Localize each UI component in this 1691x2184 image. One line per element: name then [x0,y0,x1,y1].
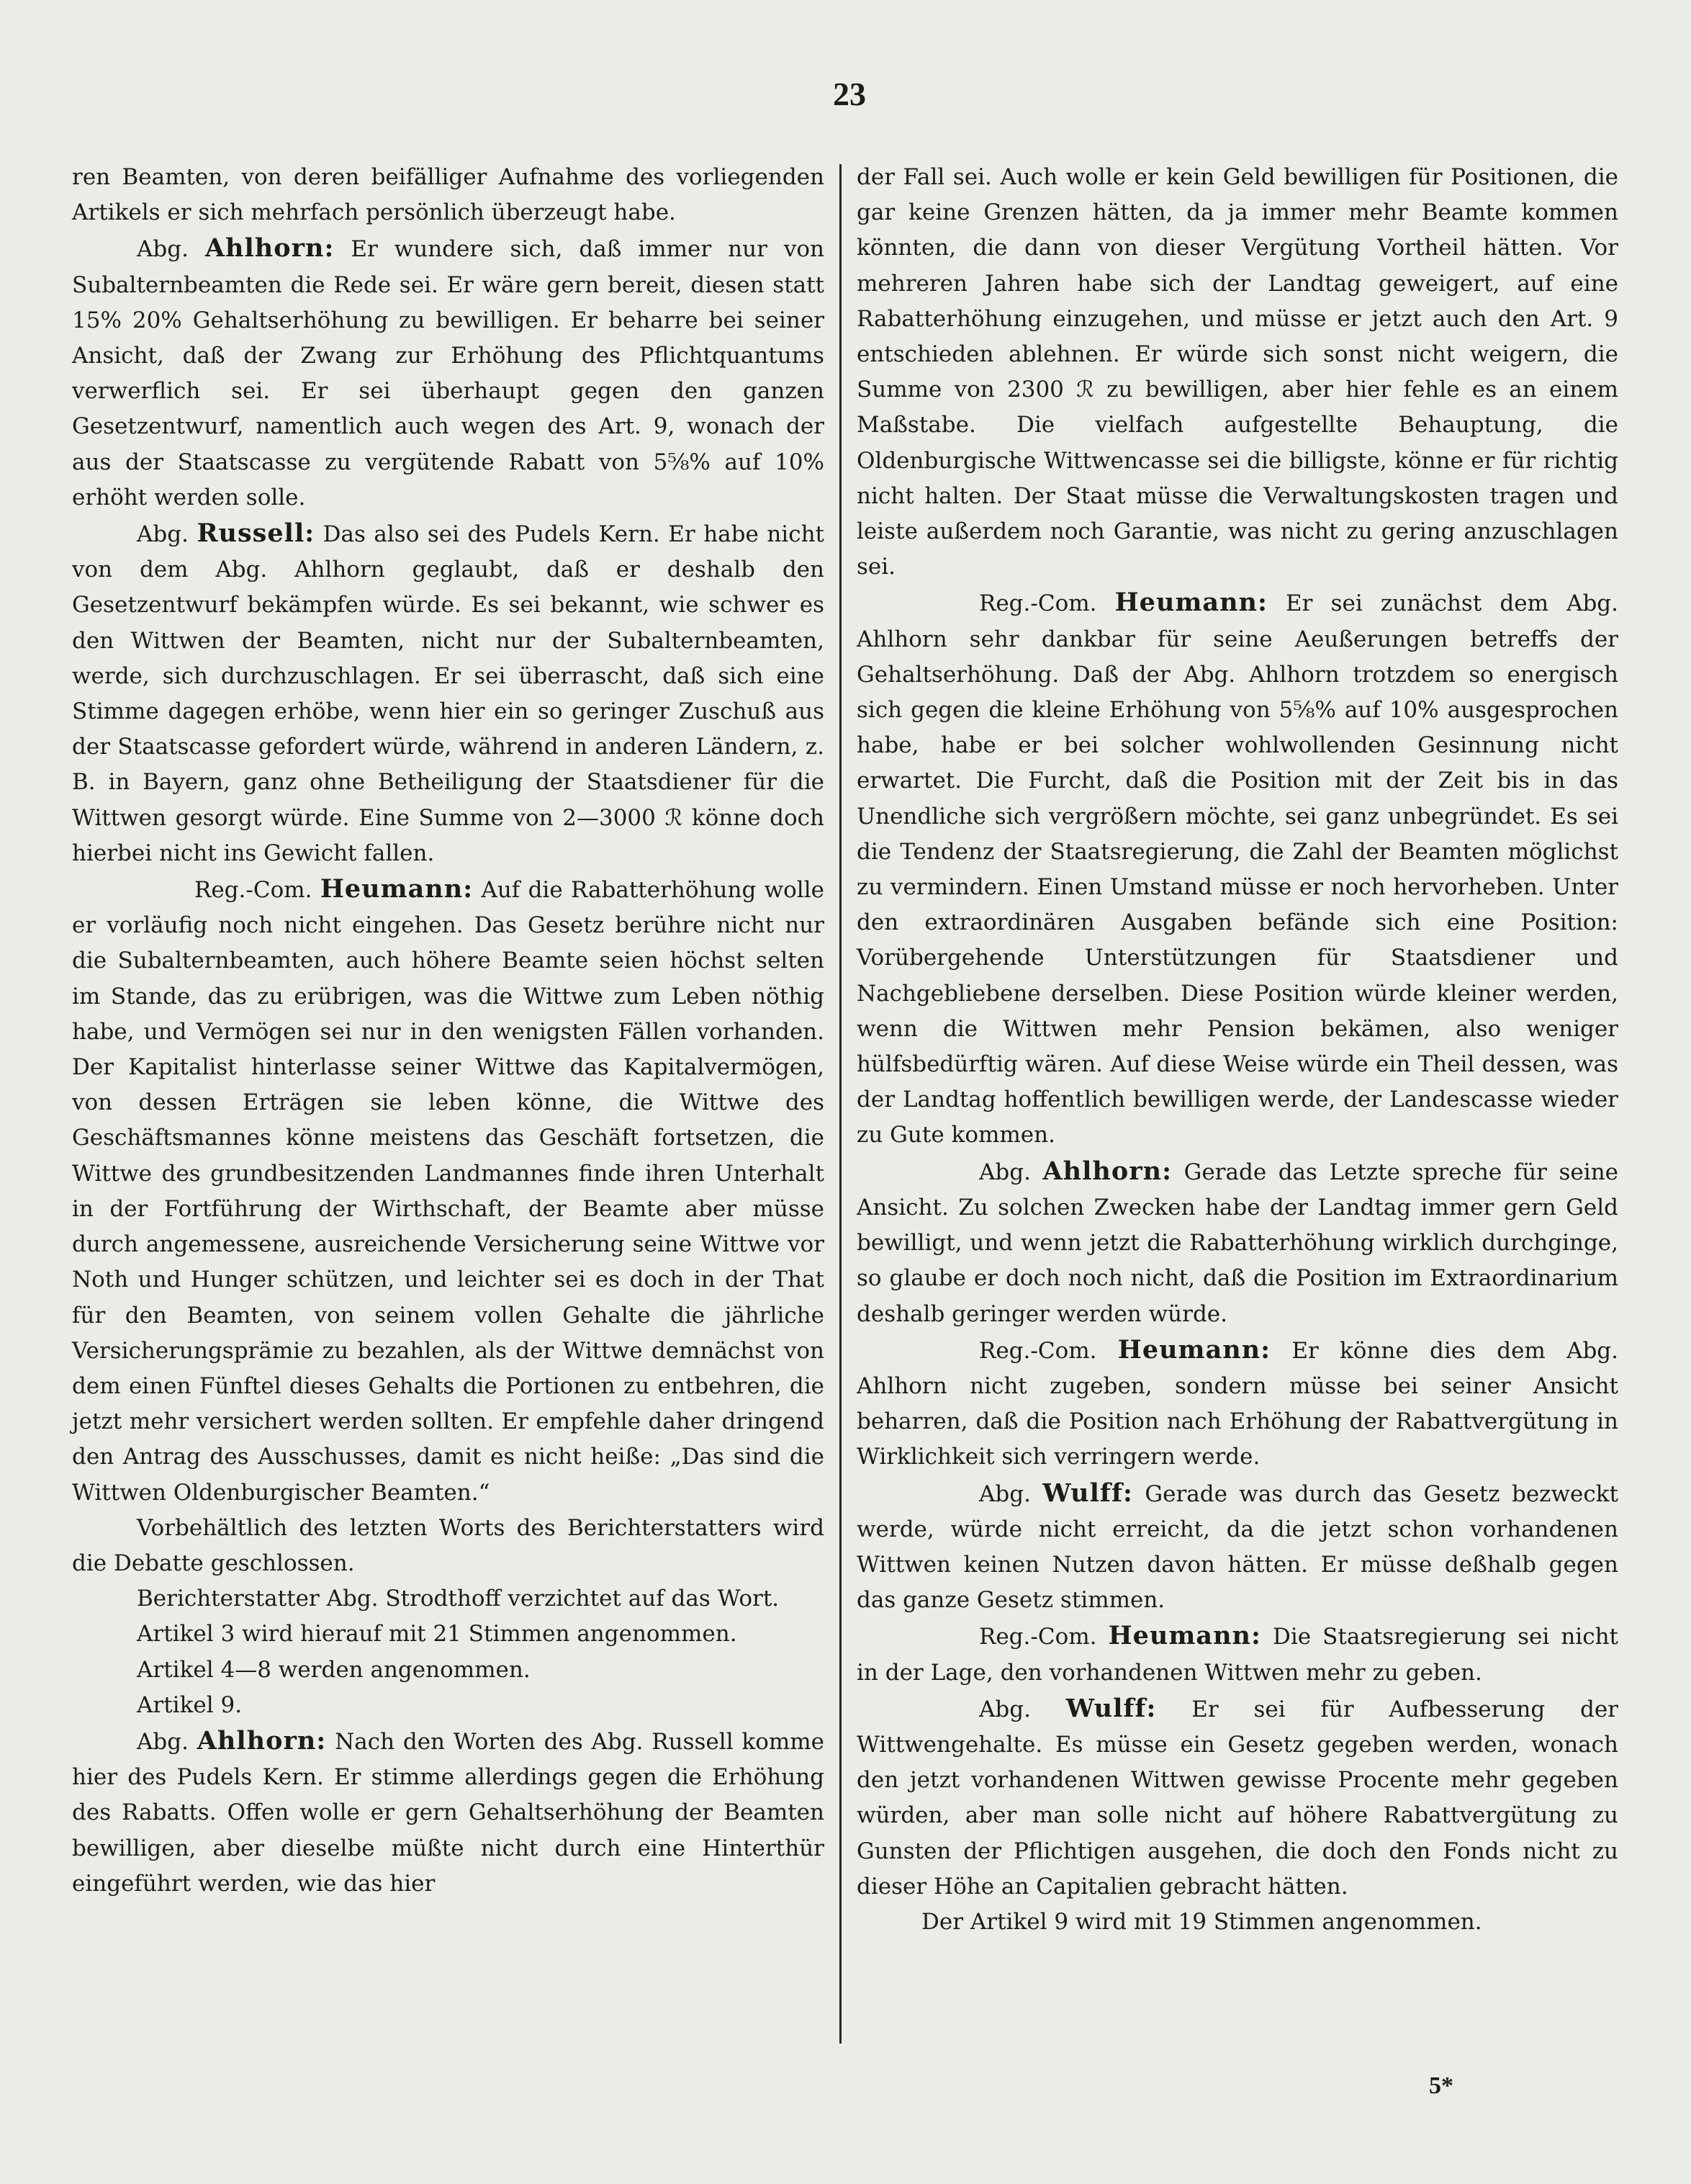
speaker-name: Heumann: [1108,1621,1261,1651]
signature-mark: 5* [1429,2072,1453,2099]
paragraph: Artikel 3 wird hierauf mit 21 Stimmen angenommen. [137,1621,737,1648]
left-column [72,160,824,1902]
paragraph: Abg. Ahlhorn: Gerade das Letzte spreche für seine Ansicht. Zu solchen Zwecken habe der Landtag immer gern Geld bewilligt, und wenn jetzt die Rabatterhöhung wirklich durchginge, so glaube er doch noch nicht, daß die Position im Extraordinarium deshalb geringer werden würde. [857,1156,1619,1327]
paragraph: Abg. Wulff: Er sei für Aufbesserung der Wittwengehalte. Es müsse ein Gesetz gegeben werden, wonach den jetzt vorhandenen Wittwen gewisse Procente mehr gegeben würden, aber man solle nicht auf höhere Rabattvergütung zu Gunsten der Pflichtigen ausgehen, die doch den Fonds nicht zu dieser Höhe an Capitalien gebracht hätten. [857,1693,1619,1900]
paragraph: Abg. Russell: Das also sei des Pudels Kern. Er habe nicht von dem Abg. Ahlhorn geglaubt, daß er deshalb den Gesetzentwurf bekämpfen würde. Es sei bekannt, wie schwer es den Wittwen der Beamten, nicht nur der Subalternbeamten, werde, sich durchzuschlagen. Er sei überrascht, daß sich eine Stimme dagegen erhöbe, wenn hier ein so geringer Zuschuß aus der Staatscasse gefordert würde, während in anderen Ländern, z. B. in Bayern, ganz ohne Betheiligung der Staatsdiener für die Wittwen gesorgt würde. Eine Summe von 2—3000 ℛ könne doch hierbei nicht ins Gewicht fallen. [72,518,824,866]
right-column [857,160,1618,1940]
paragraph: Berichterstatter Abg. Strodthoff verzichtet auf das Wort. [137,1586,780,1612]
paragraph: der Fall sei. Auch wolle er kein Geld bewilligen für Positionen, die gar keine Grenzen hätten, da ja immer mehr Beamte kommen könnten, die dann von dieser Vergütung Vortheil hätten. Vor mehreren Jahren habe sich der Landtag geweigert, auf eine Rabatterhöhung einzugehen, und müsse er jetzt auch den Art. 9 entschieden ablehnen. Er würde sich sonst nicht weigern, die Summe von 2300 ℛ zu bewilligen, aber hier fehle es an einem Maßstabe. Die vielfach aufgestellte Behauptung, die Oldenburgische Wittwencasse sei die billigste, könne er für richtig nicht halten. Der Staat müsse die Verwaltungskosten tragen und leiste außerdem noch Garantie, was nicht zu gering anzuschlagen sei. [857,164,1618,580]
paragraph: Reg.-Com. Heumann: Er könne dies dem Abg. Ahlhorn nicht zugeben, sondern müsse bei seiner Ansicht beharren, daß die Position nach Erhöhung der Rabattvergütung in Wirklichkeit sich verringern werde. [857,1334,1618,1470]
paragraph: Abg. Ahlhorn: Er wundere sich, daß immer nur von Subalternbeamten die Rede sei. Er wäre gern bereit, diesen statt 15% 20% Gehaltserhöhung zu bewilligen. Er beharre bei seiner Ansicht, daß der Zwang zur Erhöhung des Pflichtquantums verwerflich sei. Er sei überhaupt gegen den ganzen Gesetzentwurf, namentlich auch wegen des Art. 9, wonach der aus der Staatscasse zu vergütende Rabatt von 5⅝% auf 10% erhöht werden solle. [72,233,824,511]
paragraph: Abg. Ahlhorn: Nach den Worten des Abg. Russell komme hier des Pudels Kern. Er stimme allerdings gegen die Erhöhung des Rabatts. Offen wolle er gern Gehaltserhöhung der Beamten bewilligen, aber dieselbe müßte nicht durch eine Hinterthür eingeführt werden, wie das hier [72,1725,825,1897]
speaker-name: Heumann: [320,874,474,904]
speaker-name: Ahlhorn: [204,233,335,264]
paragraph: Artikel 9. [137,1691,243,1718]
paragraph: Vorbehältlich des letzten Worts des Berichterstatters wird die Debatte geschlossen. [72,1514,824,1576]
paragraph: Abg. Wulff: Gerade was durch das Gesetz bezweckt werde, würde nicht erreicht, da die jetzt schon vorhandenen Wittwen keinen Nutzen davon hätten. Er müsse deßhalb gegen das ganze Gesetz stimmen. [857,1478,1618,1614]
speaker-name: Ahlhorn: [1042,1156,1172,1186]
speaker-name: Russell: [197,518,315,549]
speaker-name: Wulff: [1065,1693,1157,1723]
speaker-name: Wulff: [1042,1478,1133,1508]
column-divider [839,164,842,2044]
paragraph: Reg.-Com. Heumann: Er sei zunächst dem Abg. Ahlhorn sehr dankbar für seine Aeußerungen betreffs der Gehaltserhöhung. Daß der Abg. Ahlhorn trotzdem so energisch sich gegen die kleine Erhöhung von 5⅝% auf 10% ausgesprochen habe, habe er bei solcher wohlwollenden Gesinnung nicht erwartet. Die Furcht, daß die Position mit der Zeit bis in das Unendliche sich vergrößern möchte, sei ganz unbegründet. Es sei die Tendenz der Staatsregierung, die Zahl der Beamten möglichst zu vermindern. Einen Umstand müsse er noch hervorheben. Unter den extraordinären Ausgaben befände sich eine Position: Vorübergehende Unterstützungen für Staatsdiener und Nachgebliebene derselben. Diese Position würde kleiner werden, wenn die Wittwen mehr Pension bekämen, also weniger hülfsbedürftig wären. Auf diese Weise würde ein Theil dessen, was der Landtag hoffentlich bewilligen werde, der Landescasse wieder zu Gute kommen. [857,588,1618,1149]
paragraph: ren Beamten, von deren beifälliger Aufnahme des vorliegenden Artikels er sich mehrfach persönlich überzeugt habe. [72,164,824,226]
paragraph: Der Artikel 9 wird mit 19 Stimmen angenommen. [921,1908,1482,1935]
paragraph: Artikel 4—8 werden angenommen. [137,1656,531,1683]
paragraph: Reg.-Com. Heumann: Die Staatsregierung sei nicht in der Lage, den vorhandenen Wittwen mehr zu geben. [857,1621,1619,1686]
speaker-name: Heumann: [1117,1334,1271,1365]
paragraph: Reg.-Com. Heumann: Auf die Rabatterhöhung wolle er vorläufig noch nicht eingehen. Das Gesetz berühre nicht nur die Subalternbeamten, auch höhere Beamte seien höchst selten im Stande, das zu erübrigen, was die Wittwe zum Leben nöthig habe, und Vermögen sei nur in den wenigsten Fällen vorhanden. Der Kapitalist hinterlasse seiner Wittwe das Kapitalvermögen, von dessen Erträgen sie leben könne, die Wittwe des Geschäftsmannes könne meistens das Geschäft fortsetzen, die Wittwe des grundbesitzenden Landmannes finde ihren Unterhalt in der Fortführung der Wirthschaft, der Beamte aber müsse durch angemessene, ausreichende Versicherung seine Wittwe vor Noth und Hunger schützen, und leichter sei es doch in der That für den Beamten, von seinem vollen Gehalte die jährliche Versicherungsprämie zu bezahlen, als der Wittwe demnächst von dem einen Fünftel dieses Gehalts die Portionen zu entbehren, die jetzt mehr versichert werden sollten. Er empfehle daher dringend den Antrag des Ausschusses, damit es nicht heiße: „Das sind die Wittwen Oldenburgischer Beamten.“ [72,874,824,1506]
page-number: 23 [833,76,866,112]
speaker-name: Heumann: [1114,588,1268,618]
speaker-name: Ahlhorn: [197,1725,327,1756]
